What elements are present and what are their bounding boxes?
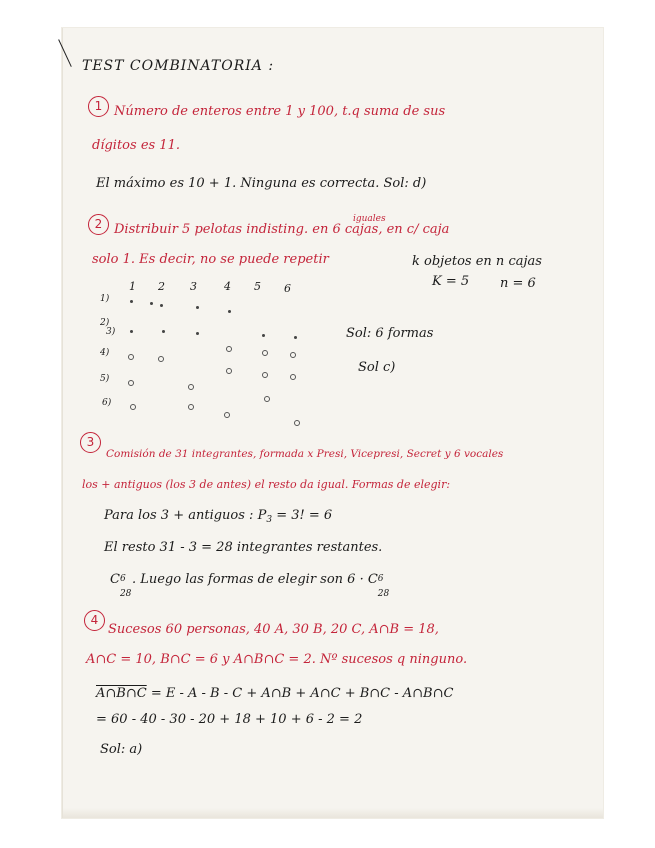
box-header-1: 1 (129, 280, 136, 293)
ball-mark (160, 304, 163, 307)
ball-mark (262, 334, 265, 337)
ball-mark (188, 384, 194, 390)
box-header-5: 5 (254, 280, 261, 293)
question-4-line-4: = 60 - 40 - 30 - 20 + 18 + 10 + 6 - 2 = 2 (96, 712, 363, 727)
ball-mark (150, 302, 153, 305)
question-3-number: 3 (80, 432, 101, 453)
row-label-4: 4) (100, 348, 110, 358)
ball-mark (294, 336, 297, 339)
question-3-line-1: Comisión de 31 integrantes, formada x Presi, Vicepresi, Secret y 6 vocales (106, 448, 504, 460)
ball-mark (228, 310, 231, 313)
ball-mark (224, 412, 230, 418)
ball-mark (128, 354, 134, 360)
question-2-solution-option: Sol c) (358, 360, 396, 375)
row-label-6: 6) (102, 398, 112, 408)
row-label-3: 3) (106, 327, 116, 337)
ball-mark (130, 404, 136, 410)
question-2-note: iguales (353, 214, 386, 224)
ball-mark (290, 374, 296, 380)
ball-mark (196, 332, 199, 335)
question-4-line-1: Sucesos 60 personas, 40 A, 30 B, 20 C, A∩B = 18, (108, 622, 439, 637)
question-2-line-2: solo 1. Es decir, no se puede repetir (92, 252, 329, 267)
question-1-number: 1 (88, 96, 109, 117)
question-2-objects-note: k objetos en n cajas (412, 254, 542, 269)
ball-mark (262, 350, 268, 356)
row-label-1: 1) (100, 294, 110, 304)
ball-mark (294, 420, 300, 426)
ball-mark (262, 372, 268, 378)
question-1-line-1: Número de enteros entre 1 y 100, t.q suma de sus (114, 104, 446, 119)
question-1-line-2: dígitos es 11. (92, 138, 180, 153)
question-3-line-3: Para los 3 + antiguos : $P_3 = 3$! = 6 (104, 508, 333, 525)
question-2-solution-forms: Sol: 6 formas (346, 326, 434, 341)
box-header-6: 6 (284, 282, 291, 295)
ball-mark (196, 306, 199, 309)
question-4-number: 4 (84, 610, 105, 631)
question-4-line-3: A∩B∩C = E - A - B - C + A∩B + A∩C + B∩C - A∩B∩C (96, 686, 454, 701)
box-header-3: 3 (190, 280, 197, 293)
ball-mark (128, 380, 134, 386)
ball-mark (130, 330, 133, 333)
ball-mark (162, 330, 165, 333)
ball-mark (226, 368, 232, 374)
page-title: TEST COMBINATORIA : (82, 58, 275, 74)
question-4-line-2: A∩C = 10, B∩C = 6 y A∩B∩C = 2. Nº sucesos q ninguno. (86, 652, 468, 667)
question-3-line-5: C 6 28 . Luego las formas de elegir son 6 · C 6 28 (110, 572, 390, 599)
n-value: n = 6 (500, 276, 536, 291)
question-4-answer: Sol: a) (100, 742, 143, 757)
question-2-line-1: Distribuir 5 pelotas indisting. en 6 cajas, en c/ caja (114, 222, 450, 237)
row-label-5: 5) (100, 374, 110, 384)
question-1-answer: El máximo es 10 + 1. Ninguna es correcta. Sol: d) (96, 176, 427, 191)
page-edge (63, 808, 603, 818)
k-value: K = 5 (432, 274, 470, 289)
question-2-number: 2 (88, 214, 109, 235)
ball-mark (188, 404, 194, 410)
ball-mark (226, 346, 232, 352)
question-3-line-4: El resto 31 - 3 = 28 integrantes restantes. (104, 540, 383, 555)
ball-mark (158, 356, 164, 362)
question-3-line-2: los + antiguos (los 3 de antes) el resto da igual. Formas de elegir: (82, 478, 451, 491)
ball-mark (130, 300, 133, 303)
ball-mark (290, 352, 296, 358)
box-header-2: 2 (158, 280, 165, 293)
row-label-2: 2) (100, 318, 110, 328)
ball-mark (264, 396, 270, 402)
box-header-4: 4 (224, 280, 231, 293)
